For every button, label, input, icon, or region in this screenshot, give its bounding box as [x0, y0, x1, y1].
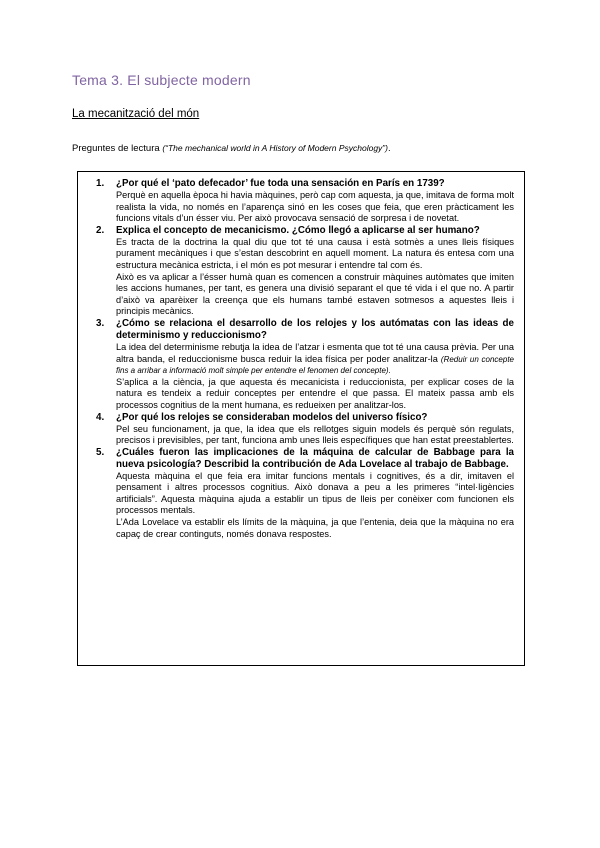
- question-item: [78, 225, 514, 318]
- answer-text: Això es va aplicar a l’ésser humà quan es comencen a construir màquines autòmates que imiten les accions humanes, per tant, es genera una divisió separant el que té vida i el que no. A partir d’això va aparèixer la creença que els humans també estaven sotmesos a aquestes lleis i principis mecànics.: [116, 271, 514, 317]
- answer-text: Pel seu funcionament, ja que, la idea que els rellotges siguin models és perquè són regulats, precisos i previsibles, per tant, funciona amb unes lleis específiques que han estat preestablertes.: [116, 423, 514, 446]
- question-text: Explica el concepto de mecanicismo. ¿Cómo llegó a aplicarse al ser humano?: [116, 224, 480, 236]
- answer-paragraph: [116, 190, 514, 225]
- question-item: [78, 412, 514, 447]
- intro-end: .: [387, 143, 391, 154]
- intro-source: (“The mechanical world in A History of Modern Psychology”): [162, 143, 388, 153]
- answer-paragraph: [116, 272, 514, 318]
- answer-paragraph: [116, 424, 514, 447]
- page-title: Tema 3. El subjecte modern: [72, 72, 251, 88]
- reading-intro: [72, 143, 391, 154]
- question-item: [78, 178, 514, 225]
- answer-text: L’Ada Lovelace va establir els límits de la màquina, ja que l’entenia, deia que la màquina no era capaç de crear continguts, només donava respostes.: [116, 517, 514, 539]
- answer-paragraph: [116, 517, 514, 540]
- question-text: ¿Cuáles fueron las implicaciones de la máquina de calcular de Babbage para la nueva psicología? Describid la contribución de Ada Lovelace al trabajo de Babbage.: [116, 446, 514, 470]
- question-number: 2.: [96, 224, 105, 236]
- answer-text: Aquesta màquina el que feia era imitar funcions mentals i cognitives, és a dir, imitaven el pensament i altres processos cognitius. Això donava a peu a les primeres “intel·ligències artificials”. Aquesta màquina ajuda a establir un tipus de lleis per conèixer com funcionen els processos mentals.: [116, 470, 514, 516]
- answer-note: (Reduir un concepte fins a arribar a informació molt simple per entendre el fenomen del concepte).: [116, 354, 514, 376]
- answer-text: La idea del determinisme rebutja la idea de l’atzar i esmenta que tot té una causa prèvia. Per una altra banda, el reduccionisme busca reduir la idea física per poder analitzar-la: [116, 341, 514, 364]
- answer-text: S’aplica a la ciència, ja que aquesta és mecanicista i reduccionista, per explicar coses de la natura es tendeix a reduir conceptes per entendre el que passa. El mateix passa amb els processos cognitius de la ment humana, es redueixen per analitzar-los.: [116, 376, 514, 410]
- answer-paragraph: [116, 237, 514, 272]
- question-text: ¿Por qué el ‘pato defecador’ fue toda una sensación en París en 1739?: [116, 178, 445, 189]
- question-number: 3.: [96, 317, 105, 329]
- answer-paragraph: [116, 471, 514, 517]
- questions-list: [78, 178, 514, 540]
- question-item: [78, 318, 514, 412]
- intro-text: Preguntes de lectura: [72, 143, 163, 154]
- answer-paragraph: [116, 342, 514, 377]
- answer-text: Es tracta de la doctrina la qual diu que tot té una causa i està sotmès a unes lleis físiques purament mecàniques i que s’estan descobrint en aquell moment. La natura és entesa com una estructura mecànica estricta, i el món es pot mesurar i entendre tal com és.: [116, 236, 514, 270]
- question-text: ¿Por qué los relojes se consideraban modelos del universo físico?: [116, 411, 428, 423]
- question-number: 1.: [96, 178, 105, 189]
- question-number: 4.: [96, 411, 105, 423]
- section-heading: La mecanització del món: [72, 108, 200, 120]
- question-number: 5.: [96, 446, 105, 458]
- answer-paragraph: [116, 377, 514, 412]
- answer-text: Perquè en aquella època hi havia màquines, però cap com aquesta, ja que, imitava de forma molt realista la vida, no només en l’aparença sinó en les coses que feia, que eren pràcticament les funcions vitals d’un ésser viu. Per això provocava sensació de sorpresa i de novetat.: [116, 190, 514, 224]
- question-text: ¿Cómo se relaciona el desarrollo de los relojes y los autómatas con las ideas de determinismo y reduccionismo?: [116, 317, 514, 341]
- questions-box: [77, 171, 525, 666]
- question-item: [78, 447, 514, 541]
